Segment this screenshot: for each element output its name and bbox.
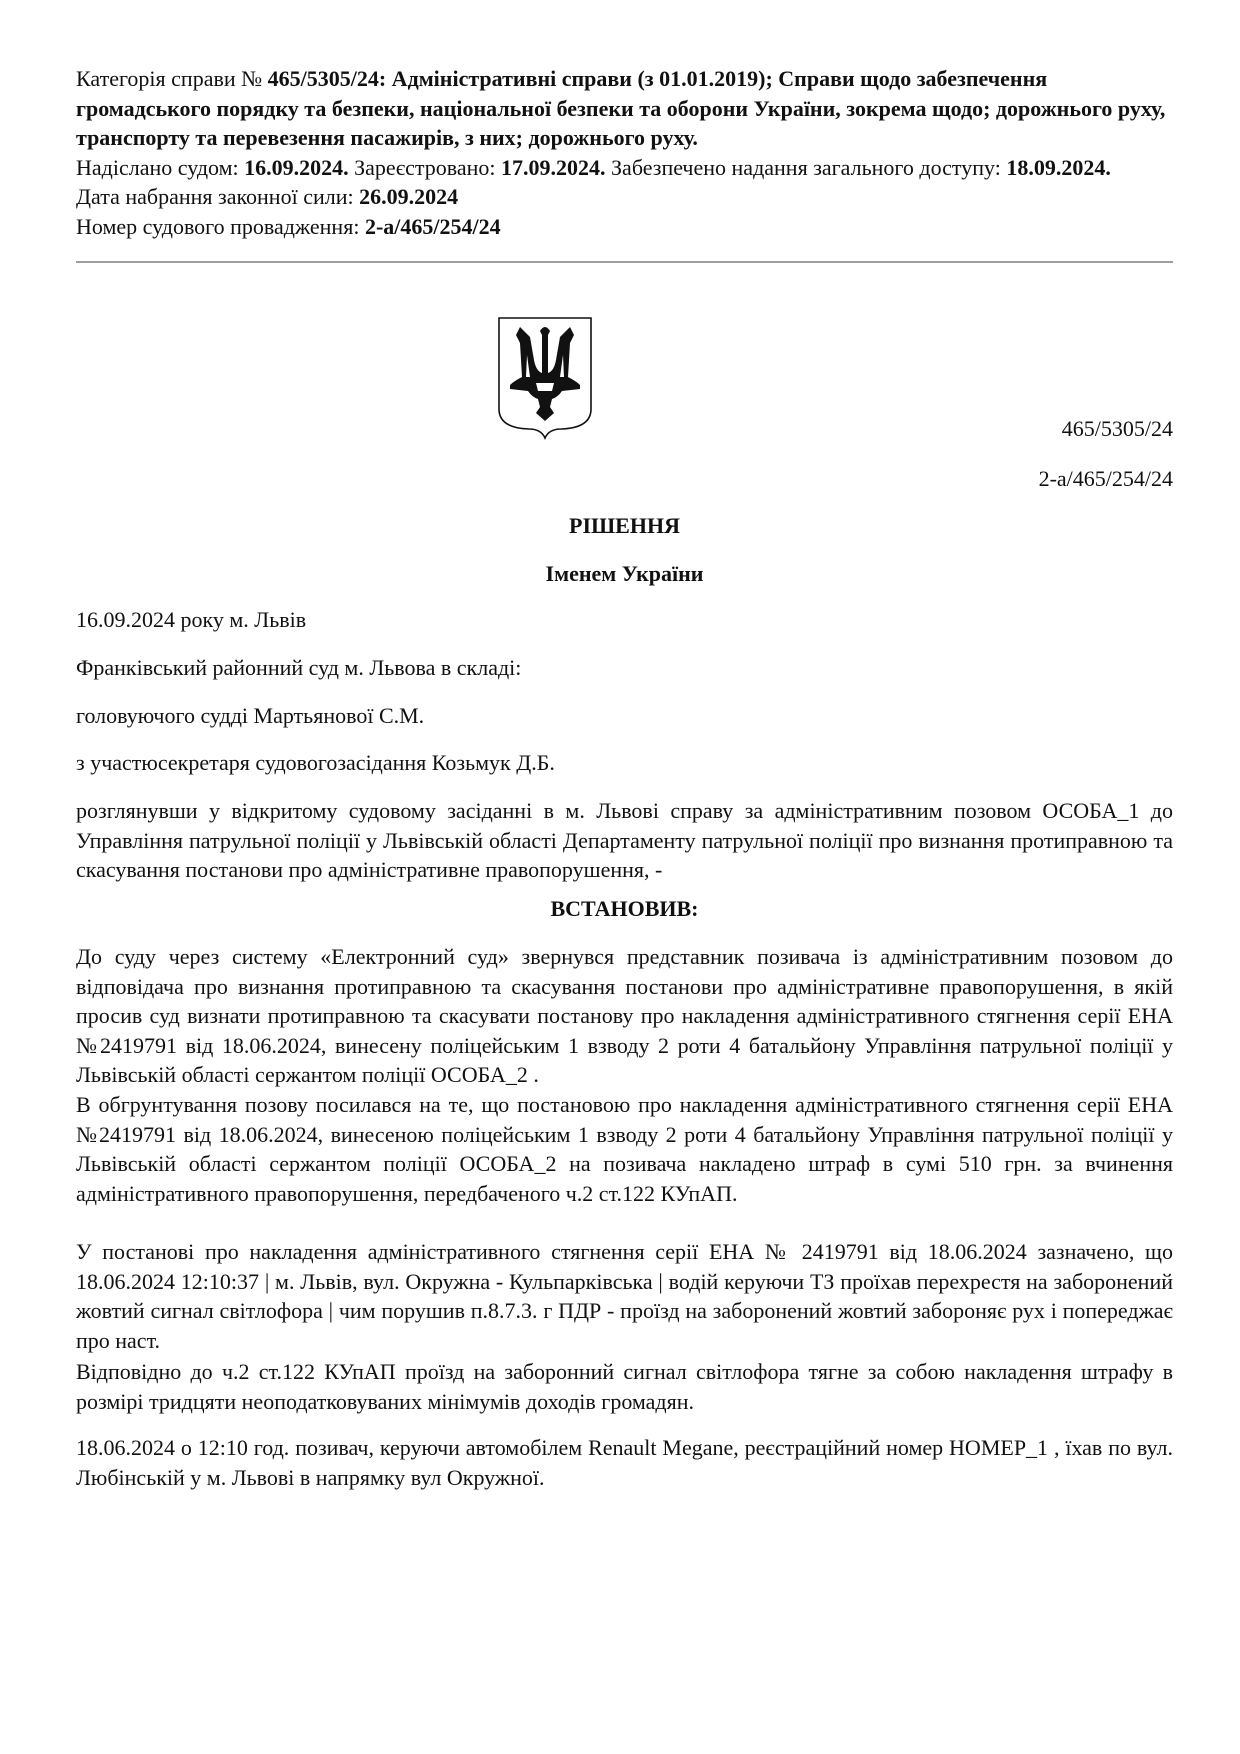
case-category: Категорія справи № 465/5305/24: Адміністративні справи (з 01.01.2019); Справи щодо забезпечення громадського порядку та безпеки, національної безпеки та оборони України, зокрема щодо; дорожнього руху, транспорту та перевезення пасажирів, з них; дорожнього руху.: [76, 66, 1166, 150]
document-page: [76, 64, 1173, 263]
document-subtitle: Іменем України: [545, 561, 704, 586]
paragraph: В обгрунтування позову посилався на те, що постановою про накладення адміністративного стягнення серії ЕНА №2419791 від 18.06.2024, винесеною поліцейським 1 взводу 2 роти 4 батальйону Управління патрульної поліції у Львівській області сержантом поліції ОСОБА_2 на позивача накладено штраф в сумі 510 грн. за вчинення адміністративного правопорушення, передбаченого ч.2 ст.122 КУпАП.: [76, 1092, 1173, 1206]
divider: [76, 261, 1173, 263]
judge: головуючого судді Мартьянової С.М.: [76, 703, 425, 728]
case-number: 465/5305/24: [1061, 416, 1173, 441]
section-heading: ВСТАНОВИВ:: [550, 896, 699, 921]
case-metadata: [76, 64, 1173, 241]
registered-date: 17.09.2024.: [501, 154, 606, 180]
case-dates: Надіслано судом: 16.09.2024. Зареєстровано: 17.09.2024. Забезпечено надання загального доступу: 18.09.2024.: [76, 154, 1111, 180]
proceeding-number-right: 2-а/465/254/24: [1038, 466, 1173, 491]
paragraph: Відповідно до ч.2 ст.122 КУпАП проїзд на заборонний сигнал світлофора тягне за собою накладення штрафу в розмірі тридцяти неоподатковуваних мінімумів доходів громадян.: [76, 1359, 1173, 1414]
document-title: РІШЕННЯ: [569, 513, 680, 538]
intro-paragraph: розглянувши у відкритому судовому засіданні в м. Львові справу за адміністративним позовом ОСОБА_1 до Управління патрульної поліції у Львівській області Департаменту патрульної поліції про визнання протиправною та скасування постанови про адміністративне правопорушення, -: [76, 798, 1173, 882]
access-date: 18.09.2024.: [1006, 154, 1111, 180]
court-name: Франківський районний суд м. Львова в складі:: [76, 655, 522, 680]
date-place: 16.09.2024 року м. Львів: [76, 607, 307, 632]
proceeding-number: Номер судового провадження: 2-а/465/254/24: [76, 213, 501, 239]
paragraph: У постанові про накладення адміністративного стягнення серії ЕНА № 2419791 від 18.06.2024 зазначено, що 18.06.2024 12:10:37 | м. Львів, вул. Окружна - Кульпарківська | водій керуючи ТЗ проїхав перехрестя на заборонений жовтий сигнал світлофора | чим порушив п.8.7.3. г ПДР - проїзд на заборонений жовтий забороняє рух і попереджає про наст.: [76, 1239, 1173, 1353]
case-category-value: 465/5305/24: Адміністративні справи (з 01.01.2019); Справи щодо забезпечення громадського порядку та безпеки, національної безпеки та оборони України, зокрема щодо; дорожнього руху, транспорту та перевезення пасажирів, з них; дорожнього руху.: [76, 66, 1166, 150]
sent-date: 16.09.2024.: [244, 154, 349, 180]
effective-date: Дата набрання законної сили: 26.09.2024: [76, 184, 459, 209]
paragraph: До суду через систему «Електронний суд» звернувся представник позивача із адміністративним позовом до відповідача про визнання протиправною та скасування постанови про адміністративне правопорушення, в якій просив суд визнати протиправною та скасувати постанову про накладення адміністративного стягнення серії ЕНА №2419791 від 18.06.2024, винесену поліцейським 1 взводу 2 роти 4 батальйону Управління патрульної поліції у Львівській області сержантом поліції ОСОБА_2 .: [76, 944, 1173, 1087]
paragraph: 18.06.2024 о 12:10 год. позивач, керуючи автомобілем Renault Megane, реєстраційний номер НОМЕР_1 , їхав по вул. Любінській у м. Львові в напрямку вул Окружної.: [76, 1435, 1173, 1490]
secretary: з участюсекретаря судовогозасідання Козьмук Д.Б.: [76, 750, 555, 775]
coat-of-arms-icon: [496, 315, 594, 441]
